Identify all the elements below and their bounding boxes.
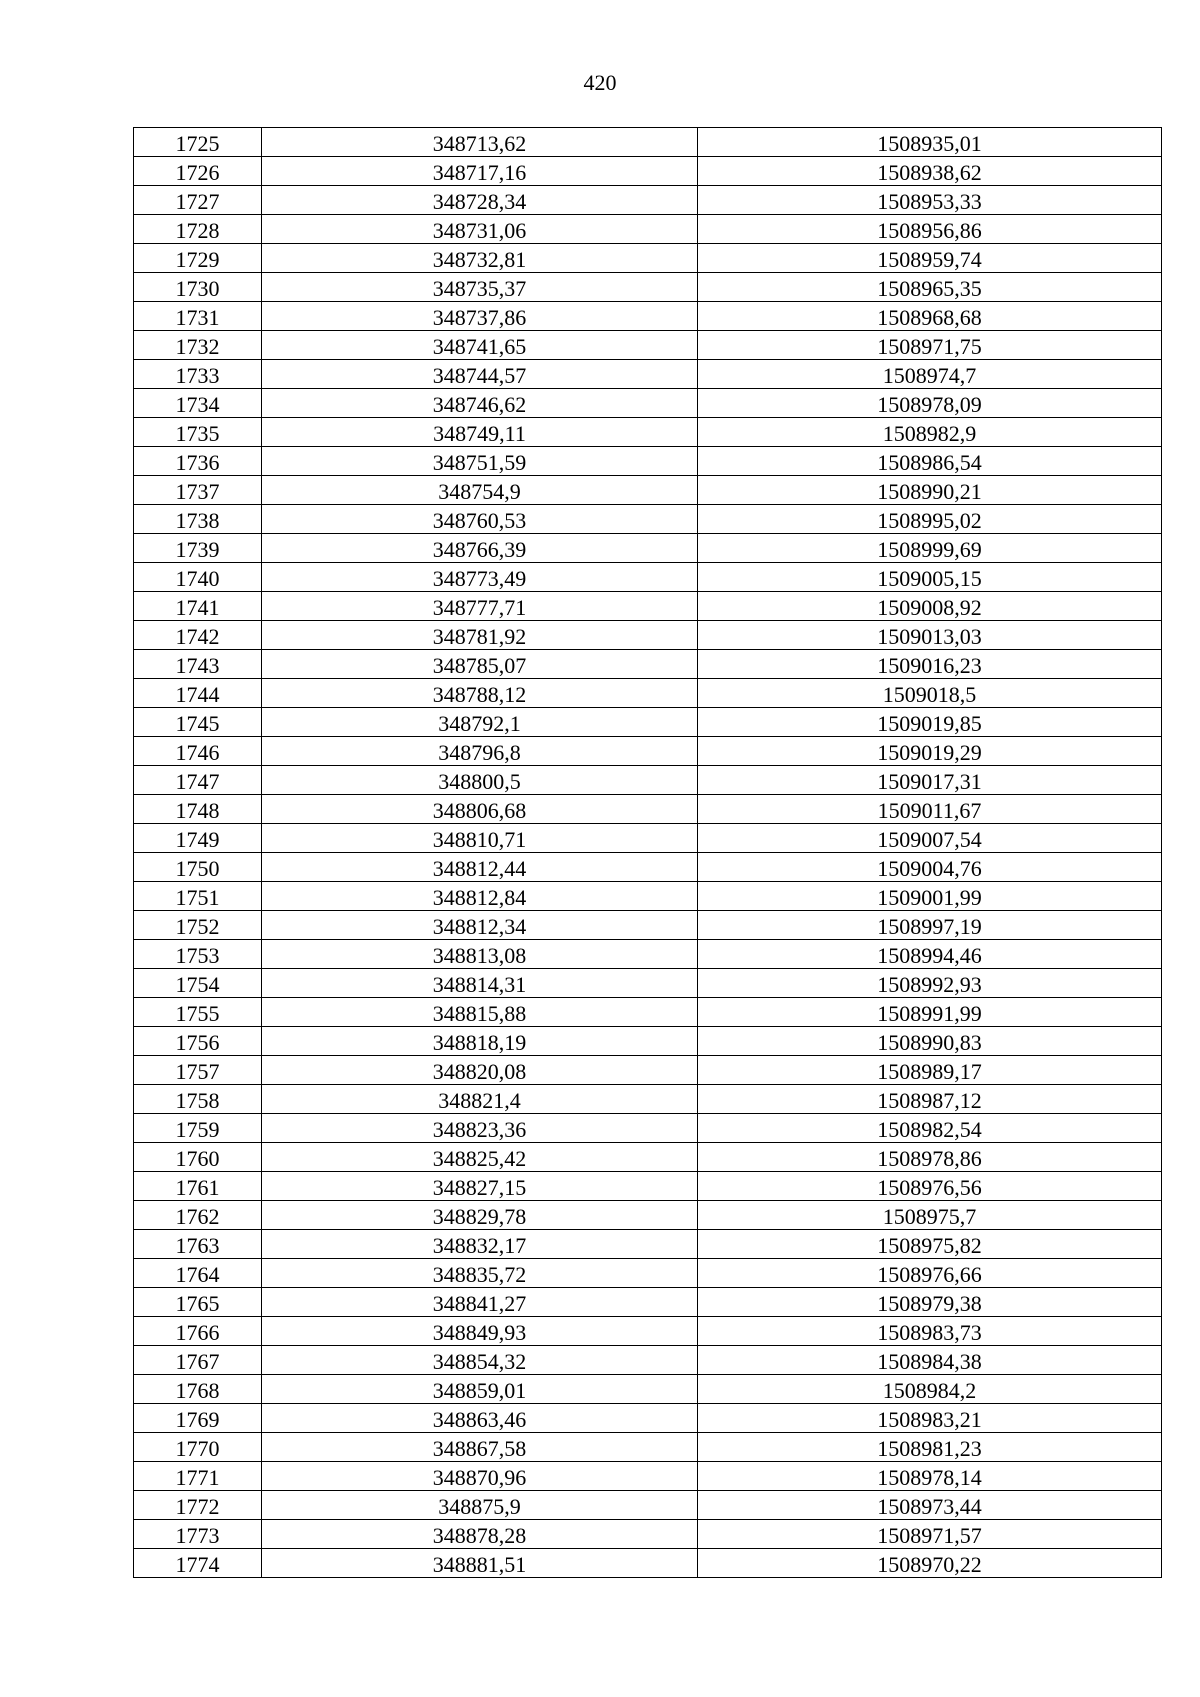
y-coordinate-cell: 1508978,09 (698, 389, 1162, 418)
table-row (134, 621, 1162, 650)
table-row (134, 1085, 1162, 1114)
y-coordinate-cell: 1508984,38 (698, 1346, 1162, 1375)
point-number-cell: 1763 (134, 1230, 262, 1259)
x-coordinate-cell: 348820,08 (262, 1056, 698, 1085)
y-coordinate-cell: 1508981,23 (698, 1433, 1162, 1462)
table-row (134, 708, 1162, 737)
y-coordinate-cell: 1508938,62 (698, 157, 1162, 186)
x-coordinate-cell: 348863,46 (262, 1404, 698, 1433)
x-coordinate-cell: 348749,11 (262, 418, 698, 447)
x-coordinate-cell: 348810,71 (262, 824, 698, 853)
table-row (134, 1259, 1162, 1288)
y-coordinate-cell: 1508976,56 (698, 1172, 1162, 1201)
table-row (134, 1462, 1162, 1491)
y-coordinate-cell: 1508984,2 (698, 1375, 1162, 1404)
x-coordinate-cell: 348785,07 (262, 650, 698, 679)
x-coordinate-cell: 348744,57 (262, 360, 698, 389)
x-coordinate-cell: 348800,5 (262, 766, 698, 795)
point-number-cell: 1755 (134, 998, 262, 1027)
point-number-cell: 1757 (134, 1056, 262, 1085)
y-coordinate-cell: 1508997,19 (698, 911, 1162, 940)
table-row (134, 911, 1162, 940)
point-number-cell: 1760 (134, 1143, 262, 1172)
point-number-cell: 1739 (134, 534, 262, 563)
table-row (134, 1520, 1162, 1549)
x-coordinate-cell: 348849,93 (262, 1317, 698, 1346)
y-coordinate-cell: 1509011,67 (698, 795, 1162, 824)
y-coordinate-cell: 1508973,44 (698, 1491, 1162, 1520)
y-coordinate-cell: 1508971,75 (698, 331, 1162, 360)
x-coordinate-cell: 348766,39 (262, 534, 698, 563)
table-row (134, 1317, 1162, 1346)
coordinates-table (133, 127, 1162, 1578)
table-row (134, 360, 1162, 389)
x-coordinate-cell: 348878,28 (262, 1520, 698, 1549)
point-number-cell: 1769 (134, 1404, 262, 1433)
x-coordinate-cell: 348859,01 (262, 1375, 698, 1404)
x-coordinate-cell: 348717,16 (262, 157, 698, 186)
y-coordinate-cell: 1508971,57 (698, 1520, 1162, 1549)
point-number-cell: 1768 (134, 1375, 262, 1404)
point-number-cell: 1749 (134, 824, 262, 853)
y-coordinate-cell: 1508968,68 (698, 302, 1162, 331)
point-number-cell: 1727 (134, 186, 262, 215)
table-row (134, 969, 1162, 998)
point-number-cell: 1726 (134, 157, 262, 186)
point-number-cell: 1730 (134, 273, 262, 302)
x-coordinate-cell: 348754,9 (262, 476, 698, 505)
x-coordinate-cell: 348825,42 (262, 1143, 698, 1172)
x-coordinate-cell: 348827,15 (262, 1172, 698, 1201)
table-row (134, 215, 1162, 244)
table-row (134, 1056, 1162, 1085)
x-coordinate-cell: 348737,86 (262, 302, 698, 331)
table-row (134, 534, 1162, 563)
y-coordinate-cell: 1508978,86 (698, 1143, 1162, 1172)
y-coordinate-cell: 1508992,93 (698, 969, 1162, 998)
x-coordinate-cell: 348818,19 (262, 1027, 698, 1056)
table-row (134, 853, 1162, 882)
point-number-cell: 1771 (134, 1462, 262, 1491)
y-coordinate-cell: 1508990,83 (698, 1027, 1162, 1056)
y-coordinate-cell: 1508982,9 (698, 418, 1162, 447)
point-number-cell: 1735 (134, 418, 262, 447)
x-coordinate-cell: 348832,17 (262, 1230, 698, 1259)
y-coordinate-cell: 1508987,12 (698, 1085, 1162, 1114)
table-row (134, 1172, 1162, 1201)
table-row (134, 1143, 1162, 1172)
y-coordinate-cell: 1508983,21 (698, 1404, 1162, 1433)
point-number-cell: 1729 (134, 244, 262, 273)
x-coordinate-cell: 348841,27 (262, 1288, 698, 1317)
x-coordinate-cell: 348829,78 (262, 1201, 698, 1230)
table-row (134, 418, 1162, 447)
point-number-cell: 1773 (134, 1520, 262, 1549)
page-number: 420 (583, 70, 617, 95)
table-row (134, 1114, 1162, 1143)
point-number-cell: 1742 (134, 621, 262, 650)
table-row (134, 244, 1162, 273)
table-row (134, 1230, 1162, 1259)
point-number-cell: 1733 (134, 360, 262, 389)
y-coordinate-cell: 1509001,99 (698, 882, 1162, 911)
y-coordinate-cell: 1508995,02 (698, 505, 1162, 534)
point-number-cell: 1753 (134, 940, 262, 969)
y-coordinate-cell: 1508978,14 (698, 1462, 1162, 1491)
y-coordinate-cell: 1508953,33 (698, 186, 1162, 215)
point-number-cell: 1737 (134, 476, 262, 505)
y-coordinate-cell: 1508975,7 (698, 1201, 1162, 1230)
x-coordinate-cell: 348713,62 (262, 128, 698, 157)
table-row (134, 592, 1162, 621)
point-number-cell: 1754 (134, 969, 262, 998)
table-row (134, 273, 1162, 302)
point-number-cell: 1745 (134, 708, 262, 737)
x-coordinate-cell: 348773,49 (262, 563, 698, 592)
x-coordinate-cell: 348806,68 (262, 795, 698, 824)
x-coordinate-cell: 348796,8 (262, 737, 698, 766)
x-coordinate-cell: 348741,65 (262, 331, 698, 360)
x-coordinate-cell: 348728,34 (262, 186, 698, 215)
y-coordinate-cell: 1508976,66 (698, 1259, 1162, 1288)
point-number-cell: 1741 (134, 592, 262, 621)
table-row (134, 505, 1162, 534)
y-coordinate-cell: 1509004,76 (698, 853, 1162, 882)
x-coordinate-cell: 348792,1 (262, 708, 698, 737)
table-row (134, 128, 1162, 157)
point-number-cell: 1766 (134, 1317, 262, 1346)
point-number-cell: 1762 (134, 1201, 262, 1230)
point-number-cell: 1756 (134, 1027, 262, 1056)
point-number-cell: 1761 (134, 1172, 262, 1201)
x-coordinate-cell: 348777,71 (262, 592, 698, 621)
table-row (134, 302, 1162, 331)
point-number-cell: 1764 (134, 1259, 262, 1288)
x-coordinate-cell: 348812,34 (262, 911, 698, 940)
table-row (134, 157, 1162, 186)
y-coordinate-cell: 1508970,22 (698, 1549, 1162, 1578)
y-coordinate-cell: 1509016,23 (698, 650, 1162, 679)
x-coordinate-cell: 348835,72 (262, 1259, 698, 1288)
y-coordinate-cell: 1509005,15 (698, 563, 1162, 592)
x-coordinate-cell: 348823,36 (262, 1114, 698, 1143)
point-number-cell: 1748 (134, 795, 262, 824)
y-coordinate-cell: 1508986,54 (698, 447, 1162, 476)
table-row (134, 476, 1162, 505)
table-row (134, 1549, 1162, 1578)
x-coordinate-cell: 348812,84 (262, 882, 698, 911)
table-row (134, 1201, 1162, 1230)
point-number-cell: 1736 (134, 447, 262, 476)
x-coordinate-cell: 348751,59 (262, 447, 698, 476)
point-number-cell: 1746 (134, 737, 262, 766)
table-row (134, 1433, 1162, 1462)
table-row (134, 940, 1162, 969)
x-coordinate-cell: 348854,32 (262, 1346, 698, 1375)
y-coordinate-cell: 1508999,69 (698, 534, 1162, 563)
point-number-cell: 1752 (134, 911, 262, 940)
y-coordinate-cell: 1508959,74 (698, 244, 1162, 273)
point-number-cell: 1750 (134, 853, 262, 882)
point-number-cell: 1772 (134, 1491, 262, 1520)
x-coordinate-cell: 348732,81 (262, 244, 698, 273)
y-coordinate-cell: 1509007,54 (698, 824, 1162, 853)
y-coordinate-cell: 1508979,38 (698, 1288, 1162, 1317)
x-coordinate-cell: 348870,96 (262, 1462, 698, 1491)
x-coordinate-cell: 348788,12 (262, 679, 698, 708)
point-number-cell: 1744 (134, 679, 262, 708)
point-number-cell: 1758 (134, 1085, 262, 1114)
table-row (134, 447, 1162, 476)
x-coordinate-cell: 348813,08 (262, 940, 698, 969)
coordinates-table-body (134, 128, 1162, 1578)
table-row (134, 679, 1162, 708)
y-coordinate-cell: 1509008,92 (698, 592, 1162, 621)
point-number-cell: 1743 (134, 650, 262, 679)
table-row (134, 1027, 1162, 1056)
point-number-cell: 1774 (134, 1549, 262, 1578)
x-coordinate-cell: 348821,4 (262, 1085, 698, 1114)
table-row (134, 389, 1162, 418)
x-coordinate-cell: 348760,53 (262, 505, 698, 534)
table-row (134, 1288, 1162, 1317)
y-coordinate-cell: 1508935,01 (698, 128, 1162, 157)
x-coordinate-cell: 348781,92 (262, 621, 698, 650)
table-row (134, 1375, 1162, 1404)
table-row (134, 795, 1162, 824)
y-coordinate-cell: 1508994,46 (698, 940, 1162, 969)
y-coordinate-cell: 1508975,82 (698, 1230, 1162, 1259)
x-coordinate-cell: 348815,88 (262, 998, 698, 1027)
y-coordinate-cell: 1508965,35 (698, 273, 1162, 302)
y-coordinate-cell: 1508991,99 (698, 998, 1162, 1027)
y-coordinate-cell: 1508990,21 (698, 476, 1162, 505)
y-coordinate-cell: 1509018,5 (698, 679, 1162, 708)
table-row (134, 998, 1162, 1027)
point-number-cell: 1725 (134, 128, 262, 157)
x-coordinate-cell: 348731,06 (262, 215, 698, 244)
table-row (134, 331, 1162, 360)
table-row (134, 563, 1162, 592)
y-coordinate-cell: 1508956,86 (698, 215, 1162, 244)
point-number-cell: 1770 (134, 1433, 262, 1462)
table-row (134, 186, 1162, 215)
x-coordinate-cell: 348812,44 (262, 853, 698, 882)
table-row (134, 737, 1162, 766)
point-number-cell: 1751 (134, 882, 262, 911)
y-coordinate-cell: 1509017,31 (698, 766, 1162, 795)
point-number-cell: 1765 (134, 1288, 262, 1317)
x-coordinate-cell: 348881,51 (262, 1549, 698, 1578)
point-number-cell: 1767 (134, 1346, 262, 1375)
x-coordinate-cell: 348867,58 (262, 1433, 698, 1462)
y-coordinate-cell: 1508983,73 (698, 1317, 1162, 1346)
table-row (134, 650, 1162, 679)
point-number-cell: 1728 (134, 215, 262, 244)
point-number-cell: 1759 (134, 1114, 262, 1143)
y-coordinate-cell: 1509019,85 (698, 708, 1162, 737)
x-coordinate-cell: 348814,31 (262, 969, 698, 998)
table-row (134, 824, 1162, 853)
table-row (134, 1491, 1162, 1520)
x-coordinate-cell: 348875,9 (262, 1491, 698, 1520)
y-coordinate-cell: 1508989,17 (698, 1056, 1162, 1085)
point-number-cell: 1747 (134, 766, 262, 795)
point-number-cell: 1732 (134, 331, 262, 360)
y-coordinate-cell: 1509013,03 (698, 621, 1162, 650)
point-number-cell: 1734 (134, 389, 262, 418)
point-number-cell: 1731 (134, 302, 262, 331)
x-coordinate-cell: 348746,62 (262, 389, 698, 418)
y-coordinate-cell: 1508974,7 (698, 360, 1162, 389)
table-row (134, 766, 1162, 795)
y-coordinate-cell: 1508982,54 (698, 1114, 1162, 1143)
point-number-cell: 1738 (134, 505, 262, 534)
point-number-cell: 1740 (134, 563, 262, 592)
table-row (134, 1404, 1162, 1433)
x-coordinate-cell: 348735,37 (262, 273, 698, 302)
table-row (134, 1346, 1162, 1375)
table-row (134, 882, 1162, 911)
y-coordinate-cell: 1509019,29 (698, 737, 1162, 766)
